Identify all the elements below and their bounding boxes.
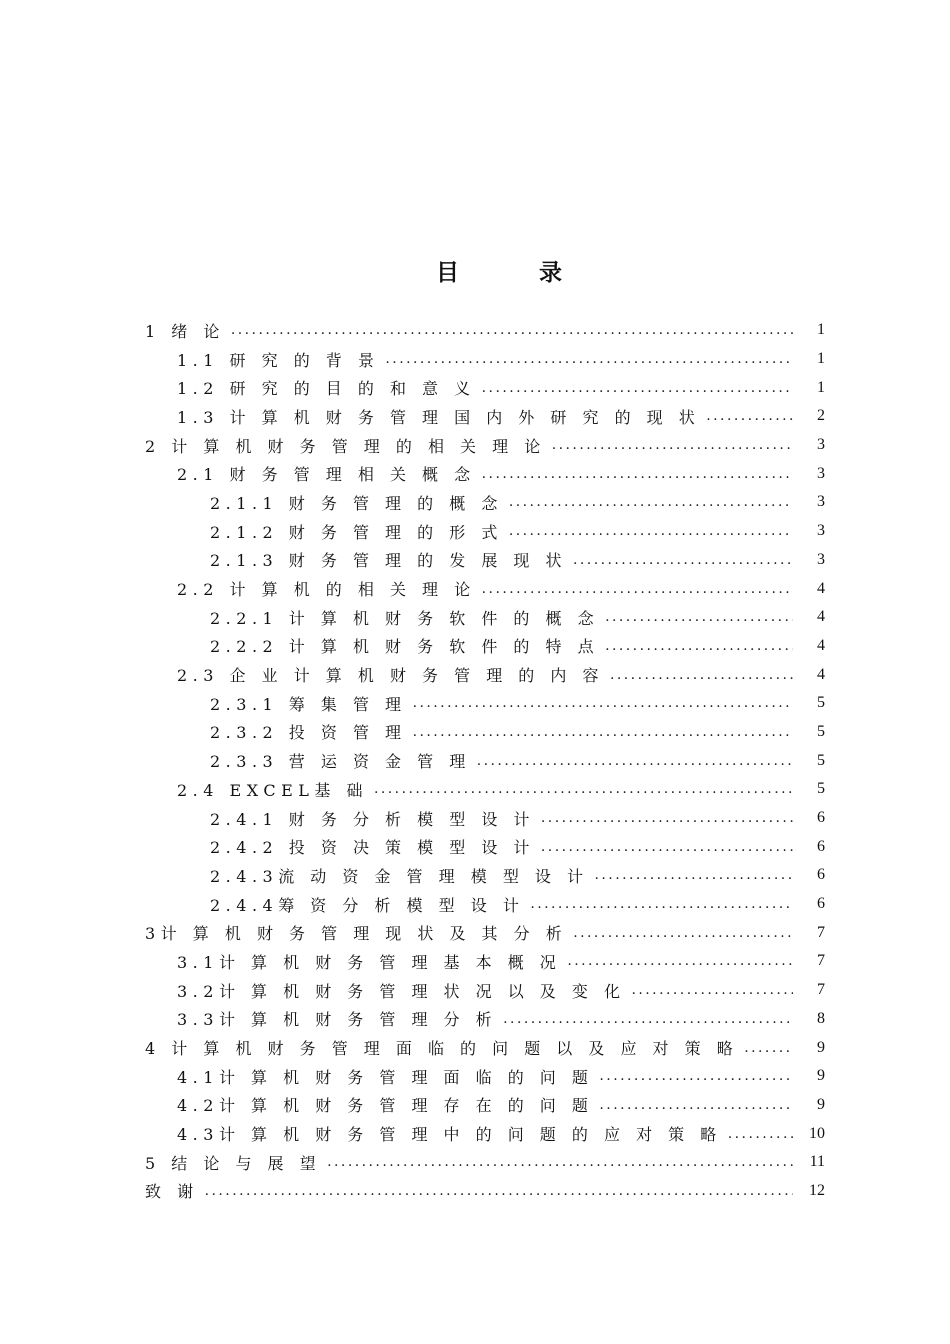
toc-entry[interactable]	[145, 546, 825, 575]
toc-entry[interactable]	[145, 746, 825, 775]
toc-entry[interactable]	[145, 1119, 825, 1148]
toc-dot-leader	[327, 1152, 793, 1172]
toc-entry-label: 2.1 财 务 管 理 相 关 概 念	[177, 465, 476, 485]
toc-entry-page-number: 5	[817, 751, 825, 769]
toc-dot-leader	[744, 1038, 793, 1058]
toc-entry-label: 3.1计 算 机 财 务 管 理 基 本 概 况	[177, 952, 562, 972]
toc-entry-page-number: 9	[817, 1095, 825, 1113]
toc-dot-leader	[605, 607, 793, 627]
toc-dot-leader	[573, 550, 793, 570]
toc-dot-leader	[599, 1095, 793, 1115]
toc-entry-page-number: 7	[817, 952, 825, 970]
toc-entry-page-number: 12	[809, 1181, 825, 1199]
toc-entry[interactable]	[145, 718, 825, 747]
toc-entry[interactable]	[145, 890, 825, 919]
toc-dot-leader	[482, 378, 793, 398]
toc-entry-page-number: 1	[817, 378, 825, 396]
toc-entry[interactable]	[145, 488, 825, 517]
toc-entry-page-number: 6	[817, 895, 825, 913]
toc-entry-label: 1 绪 论	[145, 321, 225, 341]
toc-entry[interactable]	[145, 574, 825, 603]
toc-entry-label: 2.3.2 投 资 管 理	[210, 723, 407, 743]
toc-entry[interactable]	[145, 1177, 825, 1206]
toc-entry-page-number: 10	[809, 1124, 825, 1142]
toc-entry[interactable]	[145, 316, 825, 345]
toc-entry-page-number: 5	[817, 780, 825, 798]
toc-dot-leader	[509, 492, 793, 512]
toc-entry-label: 3.2计 算 机 财 务 管 理 状 况 以 及 变 化	[177, 981, 626, 1001]
toc-dot-leader	[231, 320, 793, 340]
toc-entry[interactable]	[145, 345, 825, 374]
toc-entry-label: 2.4.1 财 务 分 析 模 型 设 计	[210, 809, 535, 829]
toc-entry-label: 2.2.1 计 算 机 财 务 软 件 的 概 念	[210, 608, 600, 628]
toc-entry-label: 2 计 算 机 财 务 管 理 的 相 关 理 论	[145, 436, 546, 456]
toc-dot-leader	[385, 349, 793, 369]
toc-entry-page-number: 1	[817, 350, 825, 368]
toc-entry-page-number: 4	[817, 579, 825, 597]
toc-entry[interactable]	[145, 603, 825, 632]
toc-entry-label: 1.2 研 究 的 目 的 和 意 义	[177, 379, 476, 399]
toc-entry-page-number: 4	[817, 636, 825, 654]
toc-dot-leader	[541, 808, 793, 828]
toc-entry-page-number: 9	[817, 1038, 825, 1056]
toc-entry-label: 2.3.3 营 运 资 金 管 理	[210, 752, 471, 772]
toc-entry-page-number: 4	[817, 608, 825, 626]
toc-entry-label: 4.2计 算 机 财 务 管 理 存 在 的 问 题	[177, 1096, 594, 1116]
toc-entry-page-number: 8	[817, 1009, 825, 1027]
toc-dot-leader	[706, 406, 793, 426]
toc-entry[interactable]	[145, 918, 825, 947]
toc-dot-leader	[205, 1181, 793, 1201]
toc-entry-label: 1.3 计 算 机 财 务 管 理 国 内 外 研 究 的 现 状	[177, 407, 701, 427]
toc-dot-leader	[482, 464, 793, 484]
toc-dot-leader	[509, 521, 793, 541]
toc-entry-label: 4.1计 算 机 财 务 管 理 面 临 的 问 题	[177, 1067, 594, 1087]
toc-entry-label: 3.3计 算 机 财 务 管 理 分 析	[177, 1010, 498, 1030]
toc-dot-leader	[573, 923, 793, 943]
toc-entry-page-number: 9	[817, 1067, 825, 1085]
toc-entry-page-number: 3	[817, 436, 825, 454]
toc-dot-leader	[595, 865, 794, 885]
toc-entry[interactable]	[145, 947, 825, 976]
table-of-contents	[145, 316, 825, 1205]
toc-entry-page-number: 6	[817, 866, 825, 884]
toc-entry-page-number: 7	[817, 981, 825, 999]
toc-dot-leader	[530, 894, 793, 914]
toc-entry-label: 2.2.2 计 算 机 财 务 软 件 的 特 点	[210, 637, 600, 657]
toc-entry[interactable]	[145, 459, 825, 488]
toc-entry-label: 1.1 研 究 的 背 景	[177, 350, 380, 370]
toc-dot-leader	[482, 579, 793, 599]
toc-entry[interactable]	[145, 402, 825, 431]
toc-dot-leader	[503, 1009, 793, 1029]
toc-entry-label: 2.1.2 财 务 管 理 的 形 式	[210, 522, 503, 542]
toc-entry-page-number: 6	[817, 809, 825, 827]
toc-entry-page-number: 1	[817, 321, 825, 339]
toc-entry-label: 2.2 计 算 机 的 相 关 理 论	[177, 580, 476, 600]
toc-entry[interactable]	[145, 1033, 825, 1062]
toc-title: 目 录	[435, 259, 598, 286]
toc-entry-page-number: 3	[817, 464, 825, 482]
toc-dot-leader	[610, 665, 793, 685]
toc-entry[interactable]	[145, 861, 825, 890]
toc-entry[interactable]	[145, 373, 825, 402]
toc-entry-page-number: 4	[817, 665, 825, 683]
toc-entry-label: 5 结 论 与 展 望	[145, 1153, 322, 1173]
toc-entry-label: 2.1.3 财 务 管 理 的 发 展 现 状	[210, 551, 567, 571]
toc-entry-page-number: 3	[817, 550, 825, 568]
toc-dot-leader	[728, 1124, 793, 1144]
toc-dot-leader	[477, 751, 793, 771]
toc-entry-page-number: 11	[809, 1153, 825, 1171]
toc-dot-leader	[541, 837, 793, 857]
toc-dot-leader	[374, 779, 793, 799]
toc-dot-leader	[552, 435, 793, 455]
toc-dot-leader	[413, 693, 793, 713]
toc-entry-page-number: 3	[817, 493, 825, 511]
toc-entry[interactable]	[145, 660, 825, 689]
toc-entry[interactable]	[145, 517, 825, 546]
toc-entry[interactable]	[145, 775, 825, 804]
toc-dot-leader	[413, 722, 793, 742]
toc-dot-leader	[631, 980, 793, 1000]
toc-entry-label: 4 计 算 机 财 务 管 理 面 临 的 问 题 以 及 应 对 策 略	[145, 1039, 739, 1059]
toc-entry-label: 致 谢	[145, 1182, 199, 1202]
toc-entry[interactable]	[145, 632, 825, 661]
toc-entry-label: 2.1.1 财 务 管 理 的 概 念	[210, 493, 503, 513]
toc-entry-label: 2.4.3流 动 资 金 管 理 模 型 设 计	[210, 866, 589, 886]
toc-entry-label: 2.3.1 筹 集 管 理	[210, 694, 407, 714]
toc-entry-page-number: 5	[817, 722, 825, 740]
toc-entry-page-number: 3	[817, 522, 825, 540]
toc-entry[interactable]	[145, 1091, 825, 1120]
toc-dot-leader	[567, 951, 793, 971]
toc-entry-label: 3计 算 机 财 务 管 理 现 状 及 其 分 析	[145, 924, 568, 944]
toc-entry[interactable]	[145, 832, 825, 861]
toc-entry-label: 2.4 EXCEL基 础	[177, 780, 368, 800]
toc-entry[interactable]	[145, 976, 825, 1005]
toc-dot-leader	[605, 636, 793, 656]
toc-entry[interactable]	[145, 1148, 825, 1177]
toc-entry-page-number: 5	[817, 694, 825, 712]
toc-entry-label: 4.3计 算 机 财 务 管 理 中 的 问 题 的 应 对 策 略	[177, 1125, 722, 1145]
toc-entry[interactable]	[145, 804, 825, 833]
toc-entry-page-number: 2	[817, 407, 825, 425]
toc-entry-label: 2.4.2 投 资 决 策 模 型 设 计	[210, 838, 535, 858]
toc-entry[interactable]	[145, 1062, 825, 1091]
toc-entry-page-number: 7	[817, 923, 825, 941]
toc-entry-page-number: 6	[817, 837, 825, 855]
toc-entry[interactable]	[145, 689, 825, 718]
toc-dot-leader	[599, 1066, 793, 1086]
toc-entry[interactable]	[145, 431, 825, 460]
toc-entry[interactable]	[145, 1005, 825, 1034]
toc-entry-label: 2.3 企 业 计 算 机 财 务 管 理 的 内 容	[177, 666, 604, 686]
toc-entry-label: 2.4.4筹 资 分 析 模 型 设 计	[210, 895, 525, 915]
